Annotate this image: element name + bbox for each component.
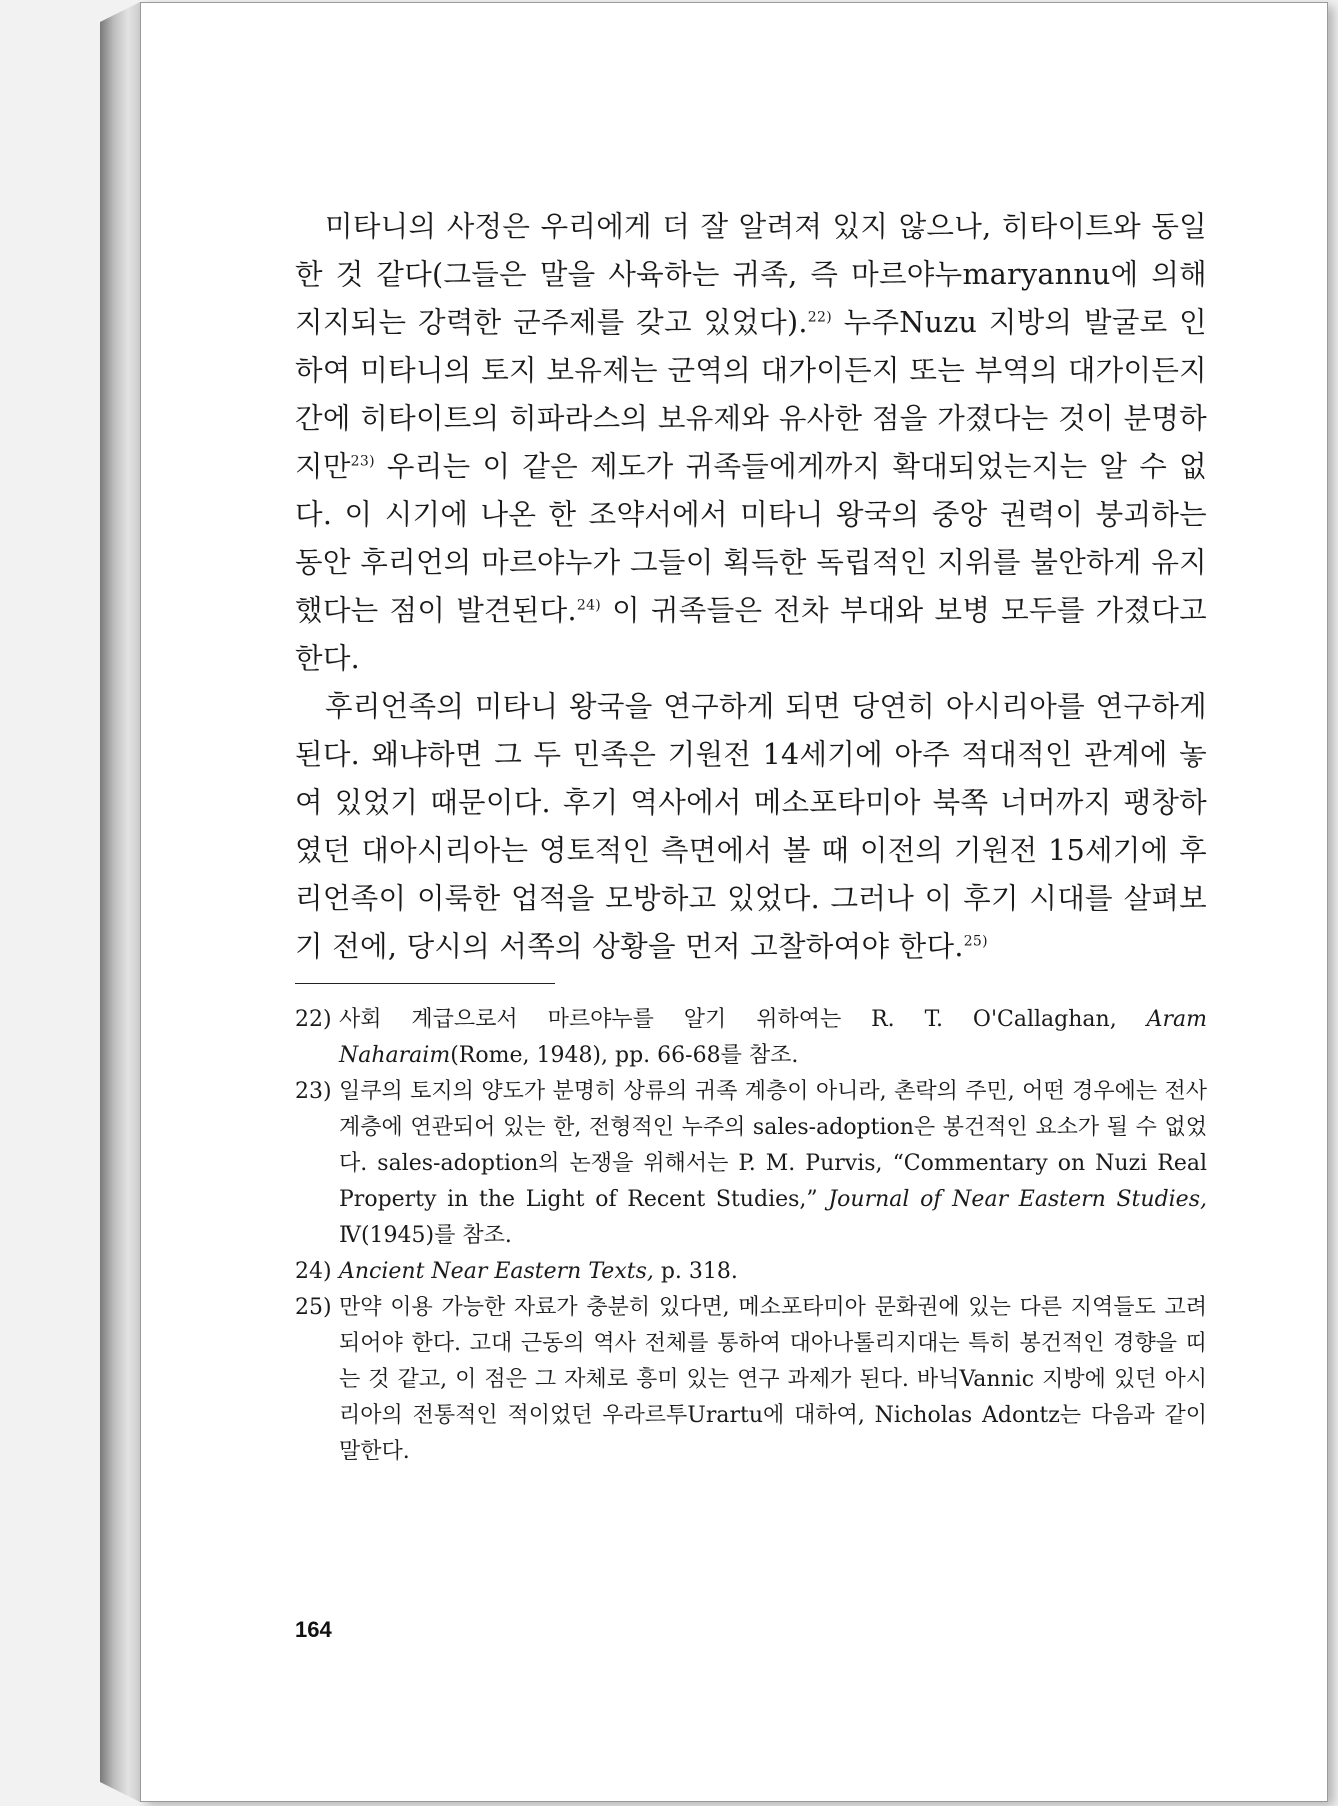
footnote-22 xyxy=(295,1002,1207,1074)
footnote-text xyxy=(339,1254,1207,1290)
footnote-number: 24) xyxy=(295,1259,332,1284)
footnotes xyxy=(295,1002,1207,1470)
footnote-text-segment: 사회 계급으로서 마르야누를 알기 위하여는 R. T. O'Callaghan, xyxy=(339,1007,1147,1032)
footnote-text-segment: (Rome, 1948), pp. 66-68를 참조. xyxy=(450,1043,799,1068)
footnote-text: 만약 이용 가능한 자료가 충분히 있다면, 메소포타미아 문화권에 있는 다른 지역들도 고려되어야 한다. 고대 근동의 역사 전체를 통하여 대아나톨리지대는 특히 봉건적인 경향을 띠는 것 같고, 이 점은 그 자체로 흥미 있는 연구 과제가 된다. 바닉Vannic 지방에 있던 아시리아의 전통적인 적이었던 우라르투Urartu에 대하여, Nicholas Adontz는 다음과 같이 말한다. xyxy=(339,1295,1207,1464)
footnote-ref-22[interactable]: 22) xyxy=(807,309,832,326)
footnote-text-segment: 일쿠의 토지의 양도가 분명히 상류의 귀족 계층이 아니라, 촌락의 주민, 어떤 경우에는 전사 계층에 연관되어 있는 한, 전형적인 누주의 sales-adoption은 봉건적인 요소가 될 수 없었다. sales-adoption의 논쟁을 위해서는 P. M. Purvis, “Commentary on Nuzi Real Property in the Light of Recent Studies,” xyxy=(339,1079,1207,1212)
footnote-24 xyxy=(295,1254,1207,1290)
footnote-23 xyxy=(295,1074,1207,1254)
footnote-ref-25[interactable]: 25) xyxy=(963,933,988,950)
paragraph-1-part-4: 이 귀족들은 전차 부대와 보병 모두를 가졌다고 한다. xyxy=(295,594,1208,675)
footnote-text-segment: p. 318. xyxy=(653,1259,738,1284)
footnote-ref-24[interactable]: 24) xyxy=(576,597,602,614)
footnote-ref-23[interactable]: 23) xyxy=(350,453,375,470)
paragraph-1 xyxy=(295,203,1207,683)
footnote-text xyxy=(339,1002,1207,1074)
footnote-italic-title: Aram Naharaim xyxy=(339,1007,1207,1068)
paragraph-2 xyxy=(295,683,1207,971)
paragraph-1-part-2: 누주Nuzu 지방의 발굴로 인하여 미타니의 토지 보유제는 군역의 대가이든지 또는 부역의 대가이든지 간에 히타이트의 히파라스의 보유제와 유사한 점을 가졌다는 것이 분명하지만 xyxy=(295,306,1208,483)
footnote-25 xyxy=(295,1290,1207,1470)
book-page xyxy=(140,2,1328,1802)
footnote-text xyxy=(339,1074,1207,1254)
footnote-number: 22) xyxy=(295,1007,332,1032)
book-spine xyxy=(100,2,140,1802)
footnote-divider xyxy=(295,983,555,984)
page-number: 164 xyxy=(295,1617,332,1642)
footnote-text-segment: Ⅳ(1945)를 참조. xyxy=(339,1223,512,1248)
paragraph-1-part-3: 우리는 이 같은 제도가 귀족들에게까지 확대되었는지는 알 수 없다. 이 시기에 나온 한 조약서에서 미타니 왕국의 중앙 권력이 붕괴하는 동안 후리언의 마르야누가 그들이 획득한 독립적인 지위를 불안하게 유지했다는 점이 발견된다. xyxy=(295,450,1207,627)
footnote-number: 25) xyxy=(295,1295,332,1320)
paragraph-2-part-1: 후리언족의 미타니 왕국을 연구하게 되면 당연히 아시리아를 연구하게 된다. 왜냐하면 그 두 민족은 기원전 14세기에 아주 적대적인 관계에 놓여 있었기 때문이다. 후기 역사에서 메소포타미아 북쪽 너머까지 팽창하였던 대아시리아는 영토적인 측면에서 볼 때 이전의 기원전 15세기에 후리언족이 이룩한 업적을 모방하고 있었다. 그러나 이 후기 시대를 살펴보기 전에, 당시의 서쪽의 상황을 먼저 고찰하여야 한다. xyxy=(295,690,1207,963)
footnote-italic-title: Journal of Near Eastern Studies, xyxy=(828,1187,1207,1212)
text-block xyxy=(295,203,1207,1470)
footnote-italic-title: Ancient Near Eastern Texts, xyxy=(339,1259,654,1284)
paragraph-1-part-1: 미타니의 사정은 우리에게 더 잘 알려져 있지 않으나, 히타이트와 동일한 것 같다(그들은 말을 사육하는 귀족, 즉 마르야누maryannu에 의해 지지되는 강력한 군주제를 갖고 있었다). xyxy=(295,210,1207,339)
footnote-number: 23) xyxy=(295,1079,332,1104)
